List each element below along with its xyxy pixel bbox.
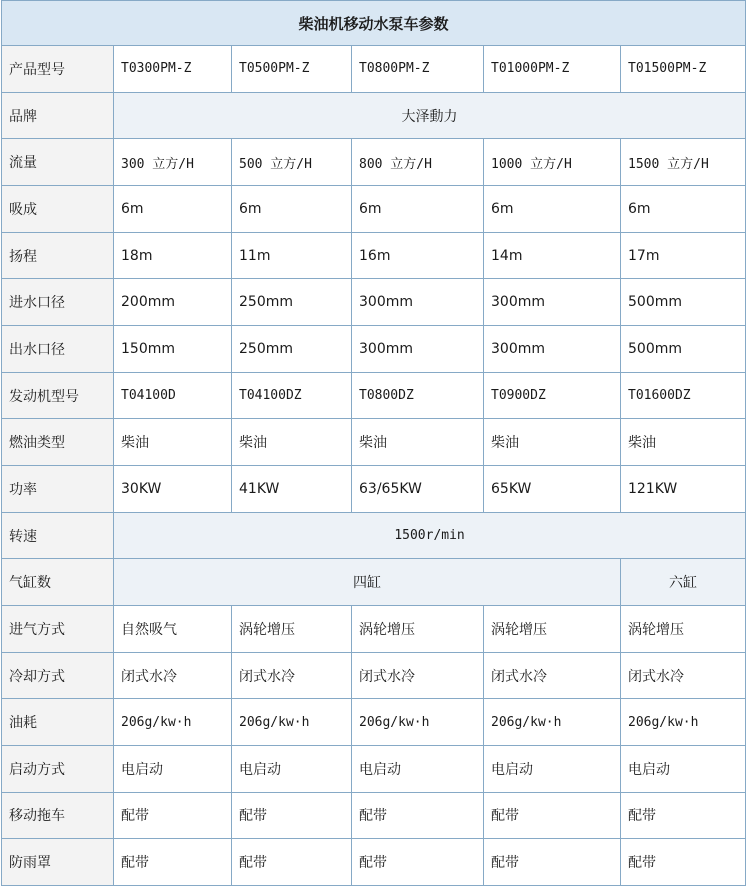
- outlet-cell: 500mm: [621, 326, 746, 373]
- start-cell: 电启动: [114, 745, 232, 792]
- start-cell: 电启动: [484, 745, 621, 792]
- trailer-cell: 配带: [352, 792, 484, 839]
- cooling-cell: 闭式水冷: [114, 652, 232, 699]
- head-cell: 18m: [114, 232, 232, 279]
- fuel-cell: 柴油: [352, 419, 484, 466]
- row-label: 品牌: [2, 92, 114, 139]
- head-cell: 17m: [621, 232, 746, 279]
- row-label: 油耗: [2, 699, 114, 746]
- flow-cell: 300 立方/H: [114, 139, 232, 186]
- cooling-cell: 闭式水冷: [484, 652, 621, 699]
- start-cell: 电启动: [621, 745, 746, 792]
- trailer-cell: 配带: [114, 792, 232, 839]
- outlet-cell: 150mm: [114, 326, 232, 373]
- suction-cell: 6m: [484, 186, 621, 233]
- row-label: 吸成: [2, 186, 114, 233]
- engine-cell: T04100DZ: [232, 372, 352, 419]
- row-outlet: [2, 326, 746, 373]
- raincover-cell: 配带: [352, 839, 484, 886]
- engine-cell: T0800DZ: [352, 372, 484, 419]
- spec-table: [1, 0, 746, 886]
- raincover-cell: 配带: [621, 839, 746, 886]
- suction-cell: 6m: [114, 186, 232, 233]
- brand-cell: 大泽動力: [114, 92, 746, 139]
- inlet-cell: 500mm: [621, 279, 746, 326]
- model-cell: T01500PM-Z: [621, 46, 746, 93]
- flow-cell: 500 立方/H: [232, 139, 352, 186]
- outlet-cell: 250mm: [232, 326, 352, 373]
- cylinders-six-cell: 六缸: [621, 559, 746, 606]
- engine-cell: T04100D: [114, 372, 232, 419]
- row-label: 防雨罩: [2, 839, 114, 886]
- row-label: 转速: [2, 512, 114, 559]
- row-label: 进水口径: [2, 279, 114, 326]
- row-inlet: [2, 279, 746, 326]
- consumption-cell: 206g/kw·h: [114, 699, 232, 746]
- raincover-cell: 配带: [484, 839, 621, 886]
- speed-cell: 1500r/min: [114, 512, 746, 559]
- row-speed: [2, 512, 746, 559]
- row-cylinders: [2, 559, 746, 606]
- fuel-cell: 柴油: [484, 419, 621, 466]
- head-cell: 11m: [232, 232, 352, 279]
- row-fuel: [2, 419, 746, 466]
- table-title: 柴油机移动水泵车参数: [2, 1, 746, 46]
- row-label: 流量: [2, 139, 114, 186]
- outlet-cell: 300mm: [484, 326, 621, 373]
- suction-cell: 6m: [232, 186, 352, 233]
- fuel-cell: 柴油: [232, 419, 352, 466]
- row-label: 移动拖车: [2, 792, 114, 839]
- power-cell: 30KW: [114, 466, 232, 513]
- intake-cell: 自然吸气: [114, 606, 232, 653]
- row-label: 扬程: [2, 232, 114, 279]
- engine-cell: T0900DZ: [484, 372, 621, 419]
- row-label: 功率: [2, 466, 114, 513]
- inlet-cell: 250mm: [232, 279, 352, 326]
- intake-cell: 涡轮增压: [232, 606, 352, 653]
- cylinders-four-cell: 四缸: [114, 559, 621, 606]
- trailer-cell: 配带: [484, 792, 621, 839]
- row-power: [2, 466, 746, 513]
- flow-cell: 800 立方/H: [352, 139, 484, 186]
- head-cell: 14m: [484, 232, 621, 279]
- start-cell: 电启动: [352, 745, 484, 792]
- row-label: 冷却方式: [2, 652, 114, 699]
- intake-cell: 涡轮增压: [484, 606, 621, 653]
- raincover-cell: 配带: [232, 839, 352, 886]
- inlet-cell: 300mm: [352, 279, 484, 326]
- power-cell: 63/65KW: [352, 466, 484, 513]
- model-cell: T0500PM-Z: [232, 46, 352, 93]
- row-label: 气缸数: [2, 559, 114, 606]
- start-cell: 电启动: [232, 745, 352, 792]
- row-label: 发动机型号: [2, 372, 114, 419]
- row-head: [2, 232, 746, 279]
- inlet-cell: 300mm: [484, 279, 621, 326]
- row-engine: [2, 372, 746, 419]
- row-intake: [2, 606, 746, 653]
- row-raincover: [2, 839, 746, 886]
- inlet-cell: 200mm: [114, 279, 232, 326]
- model-cell: T01000PM-Z: [484, 46, 621, 93]
- cooling-cell: 闭式水冷: [352, 652, 484, 699]
- consumption-cell: 206g/kw·h: [232, 699, 352, 746]
- intake-cell: 涡轮增压: [352, 606, 484, 653]
- row-start: [2, 745, 746, 792]
- flow-cell: 1000 立方/H: [484, 139, 621, 186]
- fuel-cell: 柴油: [114, 419, 232, 466]
- power-cell: 65KW: [484, 466, 621, 513]
- row-label: 启动方式: [2, 745, 114, 792]
- fuel-cell: 柴油: [621, 419, 746, 466]
- model-cell: T0300PM-Z: [114, 46, 232, 93]
- row-label: 进气方式: [2, 606, 114, 653]
- consumption-cell: 206g/kw·h: [484, 699, 621, 746]
- row-trailer: [2, 792, 746, 839]
- trailer-cell: 配带: [621, 792, 746, 839]
- row-model: [2, 46, 746, 93]
- power-cell: 41KW: [232, 466, 352, 513]
- flow-cell: 1500 立方/H: [621, 139, 746, 186]
- row-cooling: [2, 652, 746, 699]
- row-label: 产品型号: [2, 46, 114, 93]
- consumption-cell: 206g/kw·h: [621, 699, 746, 746]
- model-cell: T0800PM-Z: [352, 46, 484, 93]
- engine-cell: T01600DZ: [621, 372, 746, 419]
- outlet-cell: 300mm: [352, 326, 484, 373]
- row-consumption: [2, 699, 746, 746]
- row-label: 出水口径: [2, 326, 114, 373]
- raincover-cell: 配带: [114, 839, 232, 886]
- power-cell: 121KW: [621, 466, 746, 513]
- intake-cell: 涡轮增压: [621, 606, 746, 653]
- suction-cell: 6m: [621, 186, 746, 233]
- row-label: 燃油类型: [2, 419, 114, 466]
- suction-cell: 6m: [352, 186, 484, 233]
- cooling-cell: 闭式水冷: [232, 652, 352, 699]
- trailer-cell: 配带: [232, 792, 352, 839]
- row-brand: [2, 92, 746, 139]
- row-suction: [2, 186, 746, 233]
- head-cell: 16m: [352, 232, 484, 279]
- cooling-cell: 闭式水冷: [621, 652, 746, 699]
- title-row: [2, 1, 746, 46]
- row-flow: [2, 139, 746, 186]
- consumption-cell: 206g/kw·h: [352, 699, 484, 746]
